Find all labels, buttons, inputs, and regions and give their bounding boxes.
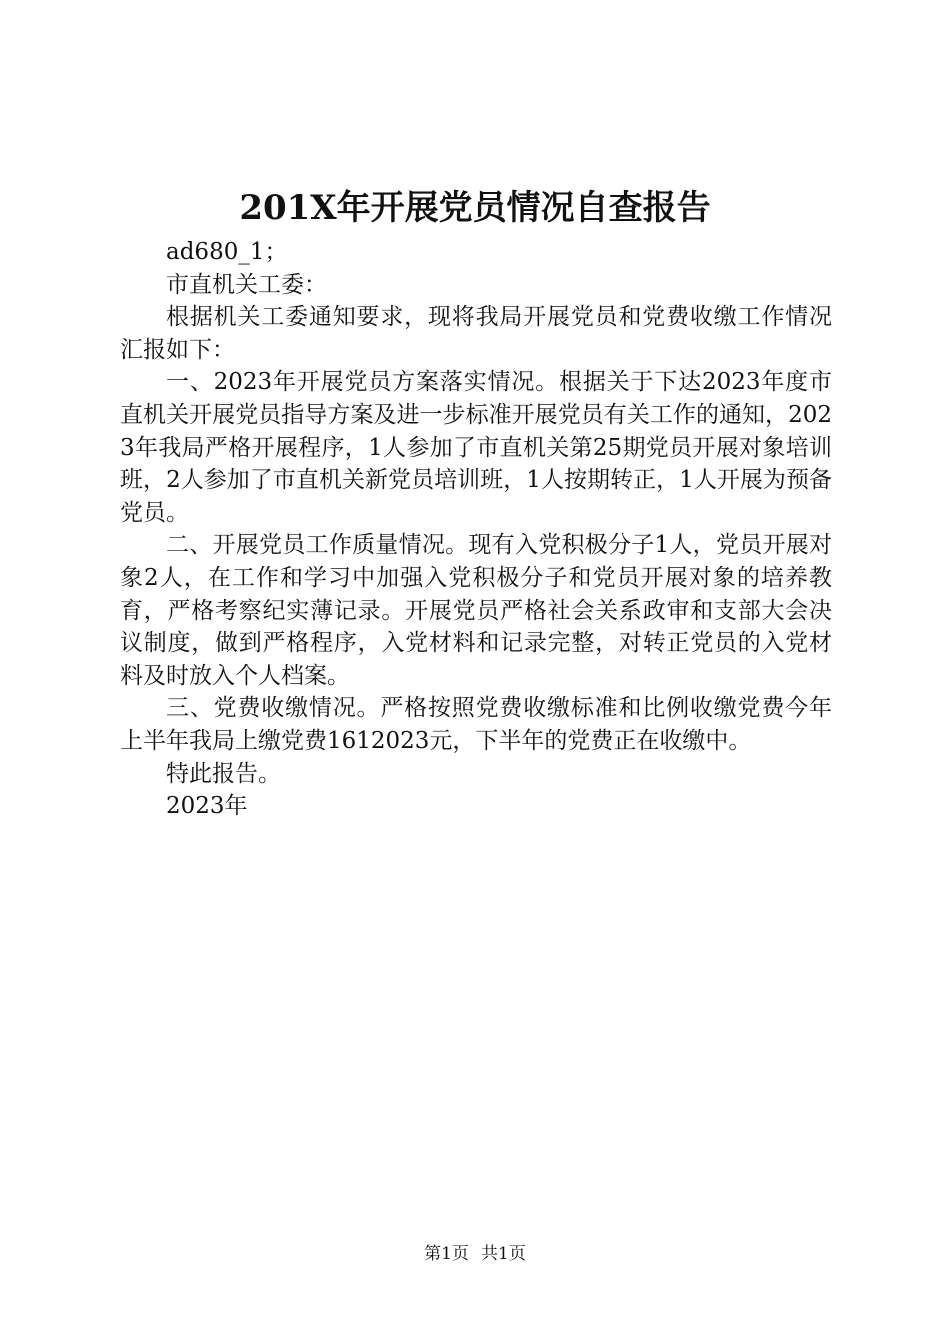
paragraph-section-3: 三、党费收缴情况。严格按照党费收缴标准和比例收缴党费今年上半年我局上缴党费1612023元，下半年的党费正在收缴中。 [120,695,832,754]
paragraph-section-2: 二、开展党员工作质量情况。现有入党积极分子1人，党员开展对象2人，在工作和学习中加强入党积极分子和党员开展对象的培养教育，严格考察纪实薄记录。开展党员严格社会关系政审和支部大会决议制度，做到严格程序，入党材料和记录完整，对转正党员的入党材料及时放入个人档案。 [120,532,832,689]
page-footer [0,1242,950,1266]
page-number-total: 共1页 [481,1244,526,1264]
paragraph-date: 2023年 [166,793,248,820]
paragraph-recipient: 市直机关工委： [166,271,327,298]
paragraph-closing: 特此报告。 [166,760,281,787]
document-title: 201X年开展党员情况自查报告 [239,188,711,228]
page-number-current: 第1页 [424,1244,469,1264]
paragraph-reference: ad680_1； [166,239,288,265]
document-body [120,236,832,823]
paragraph-section-1: 一、2023年开展党员方案落实情况。根据关于下达2023年度市直机关开展党员指导方案及进一步标准开展党员有关工作的通知，2023年我局严格开展程序，1人参加了市直机关第25期党员开展对象培训班，2人参加了市直机关新党员培训班，1人按期转正，1人开展为预备党员。 [120,369,832,526]
paragraph-intro: 根据机关工委通知要求，现将我局开展党员和党费收缴工作情况汇报如下： [120,304,832,363]
